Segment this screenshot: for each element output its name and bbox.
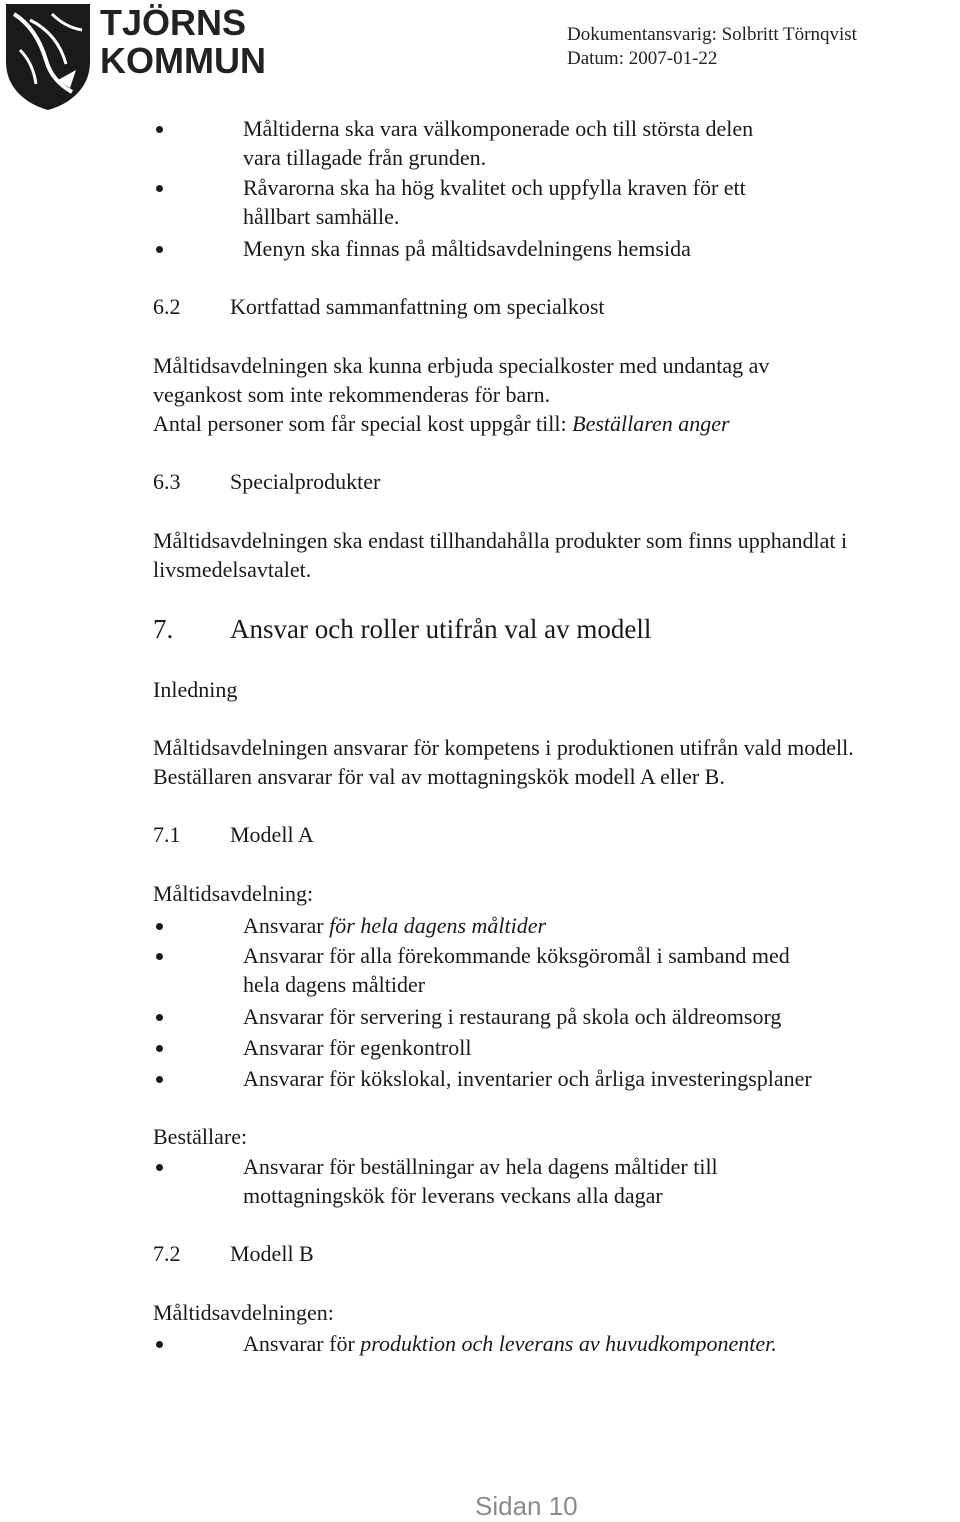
bullet-dot	[156, 126, 163, 133]
italic-span: för hela dagens måltider	[329, 913, 547, 938]
chapter-title: Ansvar och roller utifrån val av modell	[230, 614, 652, 644]
section-number: 6.2	[153, 294, 181, 319]
bullet-dot	[156, 1341, 163, 1348]
italic-span: Beställaren anger	[572, 411, 730, 436]
paragraph-line: vegankost som inte rekommenderas för barn.	[153, 382, 551, 407]
section-number: 7.1	[153, 822, 181, 847]
section-title: Kortfattad sammanfattning om specialkost	[230, 294, 605, 319]
bullet-dot	[156, 185, 163, 192]
subheading: Inledning	[153, 677, 238, 702]
bullet-text: Råvarorna ska ha hög kvalitet och uppfylla kraven för ett	[243, 175, 746, 200]
text-span: Ansvarar	[243, 913, 330, 938]
bullet-dot	[156, 923, 163, 930]
paragraph-line: Beställaren ansvarar för val av mottagningskök modell A eller B.	[153, 764, 725, 789]
bullet-text: Ansvarar för servering i restaurang på skola och äldreomsorg	[243, 1004, 782, 1029]
paragraph-line: Måltidsavdelningen ska kunna erbjuda specialkoster med undantag av	[153, 353, 770, 378]
municipality-crest-icon	[0, 0, 96, 112]
paragraph-line: livsmedelsavtalet.	[153, 557, 312, 582]
section-title: Modell A	[230, 822, 314, 847]
bullet-text-cont: vara tillagade från grunden.	[243, 145, 487, 170]
text-span: Antal personer som får special kost uppgår till:	[153, 411, 573, 436]
bullet-text-cont: hållbart samhälle.	[243, 204, 400, 229]
text-span: Ansvarar för	[243, 1331, 361, 1356]
list-label: Måltidsavdelningen:	[153, 1300, 334, 1325]
chapter-number: 7.	[153, 614, 174, 644]
list-label: Beställare:	[153, 1124, 248, 1149]
bullet-text: Ansvarar för beställningar av hela dagens måltider till	[243, 1154, 718, 1179]
bullet-text	[243, 911, 546, 940]
brand-line-1: TJÖRNS	[100, 2, 247, 43]
brand-line-2: KOMMUN	[100, 40, 266, 81]
document-date: Datum: 2007-01-22	[567, 48, 718, 69]
section-number: 7.2	[153, 1241, 181, 1266]
bullet-text-cont: mottagningskök för leverans veckans alla dagar	[243, 1183, 663, 1208]
italic-span: produktion och leverans av huvudkomponenter.	[360, 1331, 777, 1356]
bullet-dot	[156, 1076, 163, 1083]
bullet-dot	[156, 1164, 163, 1171]
bullet-dot	[156, 1045, 163, 1052]
bullet-text: Ansvarar för alla förekommande köksgöromål i samband med	[243, 943, 790, 968]
section-title: Specialprodukter	[230, 469, 381, 494]
list-label: Måltidsavdelning:	[153, 881, 314, 906]
bullet-dot	[156, 1014, 163, 1021]
bullet-dot	[156, 246, 163, 253]
paragraph-line: Måltidsavdelningen ska endast tillhandahålla produkter som finns upphandlat i	[153, 528, 848, 553]
paragraph-line	[153, 409, 730, 438]
bullet-text: Ansvarar för egenkontroll	[243, 1035, 472, 1060]
page-number: Sidan 10	[475, 1491, 578, 1521]
bullet-text	[243, 1329, 777, 1358]
bullet-text-cont: hela dagens måltider	[243, 972, 426, 997]
bullet-text: Måltiderna ska vara välkomponerade och till största delen	[243, 116, 754, 141]
document-responsible: Dokumentansvarig: Solbritt Törnqvist	[567, 24, 857, 45]
bullet-dot	[156, 953, 163, 960]
section-number: 6.3	[153, 469, 181, 494]
bullet-text: Ansvarar för kökslokal, inventarier och årliga investeringsplaner	[243, 1066, 812, 1091]
bullet-text: Menyn ska finnas på måltidsavdelningens hemsida	[243, 236, 691, 261]
section-title: Modell B	[230, 1241, 314, 1266]
paragraph-line: Måltidsavdelningen ansvarar för kompetens i produktionen utifrån vald modell.	[153, 735, 854, 760]
